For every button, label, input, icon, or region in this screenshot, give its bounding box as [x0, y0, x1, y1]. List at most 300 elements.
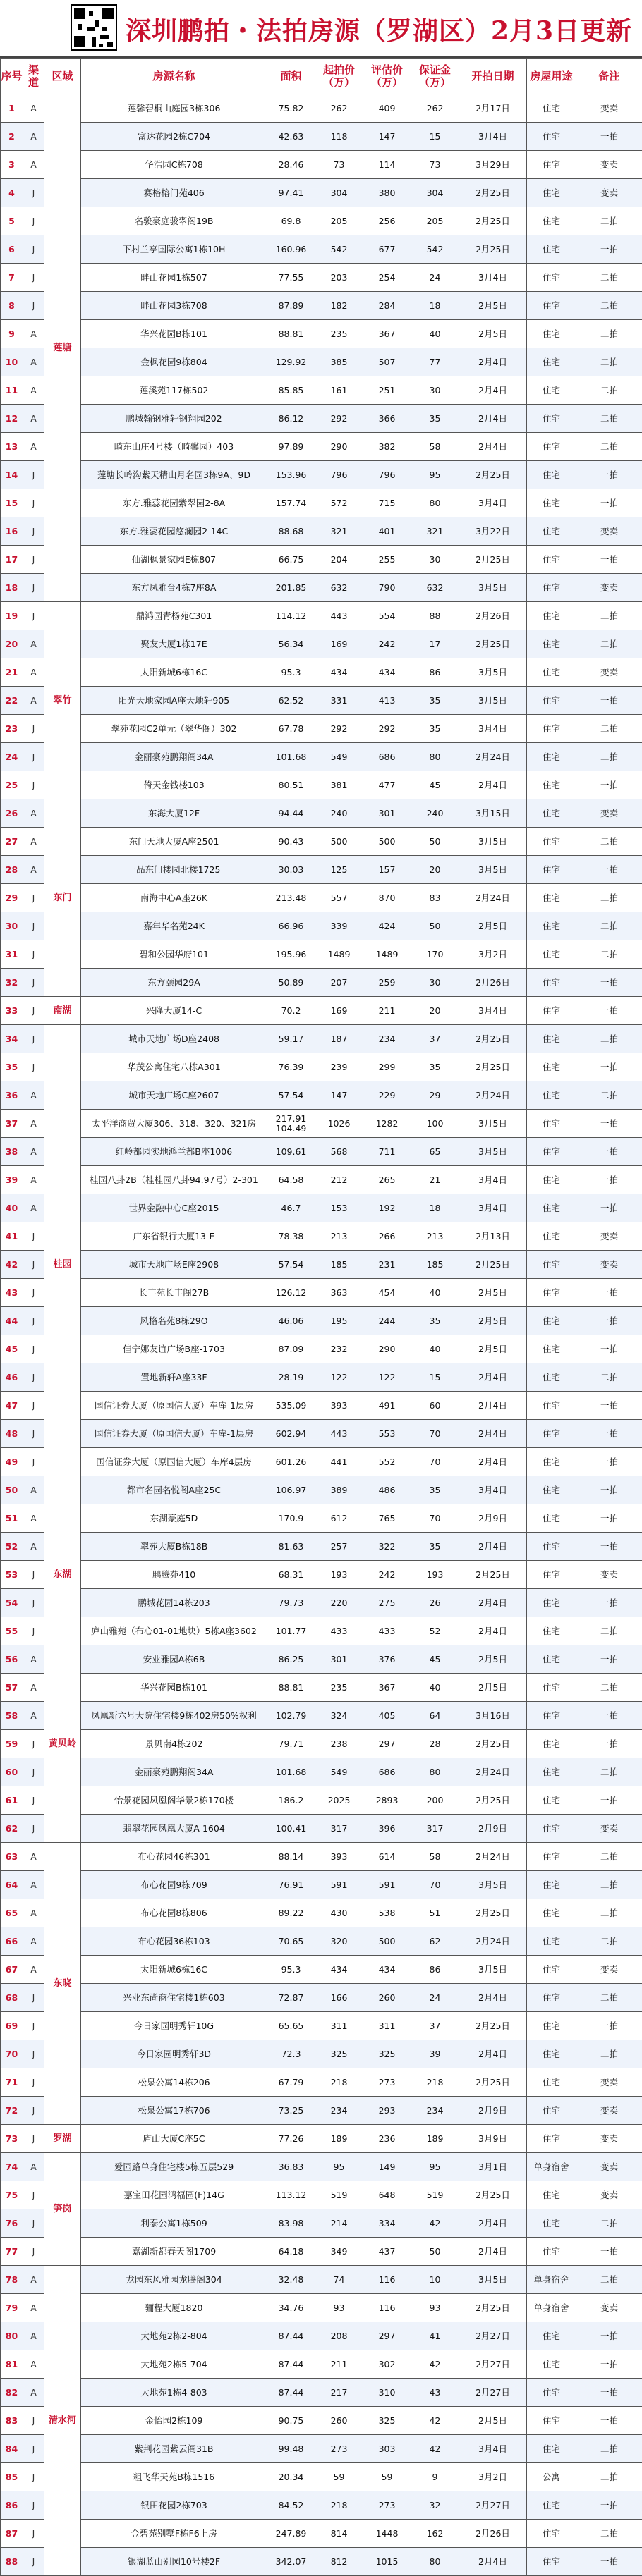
table-cell: 195.96: [267, 940, 315, 969]
table-cell: 67.79: [267, 2068, 315, 2097]
table-cell: 443: [315, 1420, 363, 1448]
table-cell: 2月9日: [459, 1815, 527, 1843]
table-cell: 住宅: [527, 658, 576, 687]
table-cell: 二拍: [576, 2435, 642, 2463]
table-cell: 101.68: [267, 743, 315, 771]
table-cell: 50: [411, 2238, 459, 2266]
table-cell: 一拍: [576, 1392, 642, 1420]
table-cell: 2月4日: [459, 1420, 527, 1448]
table-cell: 鼎鸿园青杨苑C301: [81, 602, 267, 630]
table-cell: 华兴花园B栋101: [81, 320, 267, 348]
table-row: [1, 376, 642, 405]
table-cell: 301: [315, 1645, 363, 1674]
table-cell: 205: [315, 207, 363, 235]
table-cell: 金怡园2栋109: [81, 2407, 267, 2435]
table-cell: J: [23, 2068, 44, 2097]
table-cell: J: [23, 2097, 44, 2125]
table-cell: J: [23, 1786, 44, 1815]
table-cell: 二拍: [576, 1363, 642, 1392]
table-cell: 242: [363, 630, 411, 658]
table-cell: 62: [1, 1815, 23, 1843]
table-cell: 254: [363, 264, 411, 292]
table-cell: A: [23, 2294, 44, 2322]
table-cell: 今日家园明秀轩3D: [81, 2040, 267, 2068]
table-cell: 101.68: [267, 1758, 315, 1786]
table-cell: 2月26日: [459, 969, 527, 997]
table-cell: 116: [363, 2266, 411, 2294]
table-cell: 住宅: [527, 517, 576, 546]
table-cell: 28: [1, 856, 23, 884]
table-cell: 396: [363, 1815, 411, 1843]
table-cell: 265: [363, 1166, 411, 1194]
table-cell: 2月25日: [459, 1786, 527, 1815]
table-cell: 布心花园46栋301: [81, 1843, 267, 1871]
table-cell: 200: [411, 1786, 459, 1815]
table-cell: 715: [363, 489, 411, 517]
table-cell: 2月4日: [459, 405, 527, 433]
table-cell: J: [23, 179, 44, 207]
table-cell: 80: [411, 2548, 459, 2576]
district-cell: 笋岗: [44, 2153, 81, 2266]
table-cell: 99.48: [267, 2435, 315, 2463]
table-cell: 367: [363, 1674, 411, 1702]
table-cell: 3月2日: [459, 940, 527, 969]
table-cell: 住宅: [527, 2012, 576, 2040]
table-cell: A: [23, 1110, 44, 1138]
table-cell: 15: [411, 1363, 459, 1392]
table-cell: 86: [1, 2491, 23, 2520]
district-cell: 东晓: [44, 1843, 81, 2125]
table-cell: 32: [411, 2491, 459, 2520]
table-cell: 紫荆花园紫云阁31B: [81, 2435, 267, 2463]
table-cell: 14: [1, 461, 23, 489]
table-cell: J: [23, 2463, 44, 2491]
table-cell: 住宅: [527, 292, 576, 320]
table-cell: 339: [315, 912, 363, 940]
table-cell: 44: [1, 1307, 23, 1335]
table-cell: 住宅: [527, 2068, 576, 2097]
table-cell: 11: [1, 376, 23, 405]
table-cell: 1282: [363, 1110, 411, 1138]
table-cell: 二拍: [576, 2266, 642, 2294]
table-cell: 443: [315, 602, 363, 630]
table-cell: 62.52: [267, 687, 315, 715]
table-cell: 二拍: [576, 405, 642, 433]
table-cell: 变卖: [576, 151, 642, 179]
table-cell: 507: [363, 348, 411, 376]
table-cell: 9: [1, 320, 23, 348]
table-cell: 239: [315, 1053, 363, 1081]
table-cell: 变卖: [576, 2097, 642, 2125]
table-cell: 54: [1, 1589, 23, 1617]
table-cell: 46: [1, 1363, 23, 1392]
table-cell: A: [23, 320, 44, 348]
table-cell: 住宅: [527, 1758, 576, 1786]
table-cell: 一拍: [576, 997, 642, 1025]
table-cell: 185: [411, 1251, 459, 1279]
table-row: [1, 264, 642, 292]
table-cell: 109.61: [267, 1138, 315, 1166]
table-cell: 一拍: [576, 771, 642, 799]
table-cell: 住宅: [527, 1815, 576, 1843]
table-cell: 城市天地广场C座2607: [81, 1081, 267, 1110]
table-cell: 56.34: [267, 630, 315, 658]
table-cell: 一拍: [576, 2407, 642, 2435]
table-cell: 68.31: [267, 1561, 315, 1589]
table-cell: 40: [1, 1194, 23, 1222]
table-cell: 一拍: [576, 2548, 642, 2576]
table-cell: 67.78: [267, 715, 315, 743]
listing-table: [0, 58, 642, 2576]
table-cell: 住宅: [527, 2209, 576, 2238]
table-cell: 310: [363, 2379, 411, 2407]
table-cell: A: [23, 1504, 44, 1533]
table-cell: J: [23, 2238, 44, 2266]
table-cell: 一拍: [576, 1307, 642, 1335]
table-cell: 广东省银行大厦13-E: [81, 1222, 267, 1251]
table-cell: 太平洋商贸大厦306、318、320、321房: [81, 1110, 267, 1138]
table-cell: 住宅: [527, 1786, 576, 1815]
table-cell: 80: [411, 743, 459, 771]
table-cell: 住宅: [527, 1899, 576, 1927]
table-row: [1, 1956, 642, 1984]
table-cell: 住宅: [527, 743, 576, 771]
table-cell: A: [23, 1081, 44, 1110]
table-cell: 74: [1, 2153, 23, 2181]
table-cell: 2月4日: [459, 433, 527, 461]
table-cell: 87: [1, 2520, 23, 2548]
table-row: [1, 1420, 642, 1448]
table-cell: 富达花园2栋C704: [81, 123, 267, 151]
table-cell: 东方颐园29A: [81, 969, 267, 997]
table-cell: 粗飞华天苑B栋1516: [81, 2463, 267, 2491]
table-cell: 单身宿舍: [527, 2266, 576, 2294]
table-cell: 2月4日: [459, 2209, 527, 2238]
table-row: [1, 743, 642, 771]
table-cell: 42: [411, 2350, 459, 2379]
table-cell: 87.44: [267, 2350, 315, 2379]
table-cell: 36.83: [267, 2153, 315, 2181]
table-cell: 70: [411, 1448, 459, 1476]
table-row: [1, 1194, 642, 1222]
table-cell: 39: [1, 1166, 23, 1194]
table-cell: J: [23, 235, 44, 264]
table-cell: 住宅: [527, 1392, 576, 1420]
table-cell: 538: [363, 1899, 411, 1927]
table-cell: 35: [1, 1053, 23, 1081]
table-cell: 鹏城翰钢雅轩钢翔园202: [81, 405, 267, 433]
table-cell: 213: [411, 1222, 459, 1251]
district-cell: 翠竹: [44, 602, 81, 799]
table-cell: 住宅: [527, 828, 576, 856]
table-cell: 765: [363, 1504, 411, 1533]
table-cell: 2月4日: [459, 348, 527, 376]
table-row: [1, 2350, 642, 2379]
table-cell: 3月5日: [459, 828, 527, 856]
page-header: [0, 0, 642, 58]
table-cell: 松泉公寓17栋706: [81, 2097, 267, 2125]
table-cell: 88.14: [267, 1843, 315, 1871]
table-cell: 29: [1, 884, 23, 912]
table-row: [1, 1448, 642, 1476]
table-cell: 18: [1, 574, 23, 602]
table-cell: 鹏城花园14栋203: [81, 1589, 267, 1617]
table-cell: 1448: [363, 2520, 411, 2548]
table-cell: J: [23, 264, 44, 292]
table-row: [1, 2379, 642, 2407]
table-cell: 266: [363, 1222, 411, 1251]
table-cell: 2月5日: [459, 1279, 527, 1307]
table-cell: 一拍: [576, 1110, 642, 1138]
table-cell: 银湖蓝山别园10号楼2F: [81, 2548, 267, 2576]
table-cell: 49: [1, 1448, 23, 1476]
table-cell: 3月4日: [459, 123, 527, 151]
table-cell: 2月4日: [459, 771, 527, 799]
table-cell: 住宅: [527, 461, 576, 489]
table-cell: A: [23, 2350, 44, 2379]
table-cell: 住宅: [527, 1222, 576, 1251]
table-cell: 变卖: [576, 2125, 642, 2153]
table-cell: 72: [1, 2097, 23, 2125]
table-cell: 2月4日: [459, 1448, 527, 1476]
table-cell: 491: [363, 1392, 411, 1420]
table-cell: 213: [315, 1222, 363, 1251]
table-cell: 519: [411, 2181, 459, 2209]
table-cell: 3月5日: [459, 1110, 527, 1138]
table-cell: 69: [1, 2012, 23, 2040]
table-row: [1, 151, 642, 179]
table-cell: 203: [315, 264, 363, 292]
table-cell: 太阳新城6栋16C: [81, 658, 267, 687]
table-row: [1, 2435, 642, 2463]
table-cell: J: [23, 1251, 44, 1279]
table-cell: 42.63: [267, 123, 315, 151]
table-cell: 3月5日: [459, 2266, 527, 2294]
table-cell: 凤凰新六号大院住宅楼9栋402房50%权利: [81, 1702, 267, 1730]
table-cell: 549: [315, 1758, 363, 1786]
col-header: 开拍日期: [459, 59, 527, 94]
table-cell: 二拍: [576, 376, 642, 405]
table-cell: 393: [315, 1392, 363, 1420]
table-cell: 39: [411, 2040, 459, 2068]
table-cell: 214: [315, 2209, 363, 2238]
table-cell: 住宅: [527, 1110, 576, 1138]
table-cell: 325: [363, 2040, 411, 2068]
table-cell: 549: [315, 743, 363, 771]
table-cell: 114.12: [267, 602, 315, 630]
table-cell: 二拍: [576, 1081, 642, 1110]
table-cell: 40: [411, 320, 459, 348]
table-cell: 畔山花园1栋507: [81, 264, 267, 292]
table-cell: J: [23, 207, 44, 235]
table-cell: 434: [315, 1956, 363, 1984]
table-cell: 变卖: [576, 2153, 642, 2181]
table-cell: 住宅: [527, 320, 576, 348]
table-cell: 189: [315, 2125, 363, 2153]
table-row: [1, 1674, 642, 1702]
table-cell: 金丽豪苑鹏翔阁34A: [81, 1758, 267, 1786]
district-cell: 东湖: [44, 1504, 81, 1645]
table-cell: 住宅: [527, 123, 576, 151]
table-cell: 住宅: [527, 1251, 576, 1279]
table-cell: A: [23, 1138, 44, 1166]
table-cell: 3月5日: [459, 1871, 527, 1899]
table-cell: 70: [411, 1504, 459, 1533]
table-cell: 64: [411, 1702, 459, 1730]
table-cell: 77: [411, 348, 459, 376]
table-cell: 59: [315, 2463, 363, 2491]
table-cell: 60: [411, 1392, 459, 1420]
table-cell: 2月5日: [459, 912, 527, 940]
table-cell: 住宅: [527, 2097, 576, 2125]
district-cell: 桂园: [44, 1025, 81, 1504]
table-cell: 43: [411, 2379, 459, 2407]
table-cell: 1: [1, 94, 23, 123]
table-cell: 95: [411, 2153, 459, 2181]
table-cell: 240: [315, 799, 363, 828]
table-cell: 81.63: [267, 1533, 315, 1561]
table-cell: 国信证券大厦（原国信大厦）车库-1层房: [81, 1392, 267, 1420]
table-cell: 东湖豪庭5D: [81, 1504, 267, 1533]
table-cell: 莲塘长岭沟紫天精山月名园3栋9A、9D: [81, 461, 267, 489]
table-cell: 26: [1, 799, 23, 828]
table-cell: 2月25日: [459, 1053, 527, 1081]
table-cell: 2月5日: [459, 320, 527, 348]
table-cell: 46.7: [267, 1194, 315, 1222]
table-cell: 73: [411, 151, 459, 179]
table-cell: 莲馨碧桐山庭园3栋306: [81, 94, 267, 123]
table-cell: 57.54: [267, 1251, 315, 1279]
table-cell: 变卖: [576, 1222, 642, 1251]
table-cell: 一拍: [576, 546, 642, 574]
table-cell: 二拍: [576, 320, 642, 348]
table-row: [1, 1843, 642, 1871]
table-row: [1, 2125, 642, 2153]
table-cell: 松泉公寓14栋206: [81, 2068, 267, 2097]
table-cell: 住宅: [527, 2548, 576, 2576]
table-cell: 3月4日: [459, 715, 527, 743]
table-cell: 住宅: [527, 1984, 576, 2012]
table-cell: 翠苑花园C2单元（翠华阁）302: [81, 715, 267, 743]
table-cell: J: [23, 1222, 44, 1251]
table-cell: 29: [411, 1081, 459, 1110]
table-cell: A: [23, 94, 44, 123]
table-cell: 70: [1, 2040, 23, 2068]
table-row: [1, 658, 642, 687]
table-row: [1, 1730, 642, 1758]
table-row: [1, 179, 642, 207]
table-cell: 住宅: [527, 1335, 576, 1363]
table-cell: 变卖: [576, 1815, 642, 1843]
table-cell: 20.34: [267, 2463, 315, 2491]
table-cell: J: [23, 2181, 44, 2209]
table-cell: 3月22日: [459, 517, 527, 546]
table-cell: 58: [411, 433, 459, 461]
table-cell: 71: [1, 2068, 23, 2097]
table-cell: 542: [411, 235, 459, 264]
table-cell: 4: [1, 179, 23, 207]
table-cell: 86.25: [267, 1645, 315, 1674]
table-cell: J: [23, 1730, 44, 1758]
table-cell: 35: [411, 687, 459, 715]
table-cell: 304: [315, 179, 363, 207]
table-cell: 500: [315, 828, 363, 856]
table-cell: 648: [363, 2181, 411, 2209]
table-cell: 一拍: [576, 1053, 642, 1081]
table-cell: 160.96: [267, 235, 315, 264]
table-cell: 3月4日: [459, 997, 527, 1025]
table-cell: 273: [315, 2435, 363, 2463]
table-cell: 住宅: [527, 1871, 576, 1899]
table-cell: 212: [315, 1166, 363, 1194]
table-cell: 77.55: [267, 264, 315, 292]
table-row: [1, 1533, 642, 1561]
table-cell: J: [23, 602, 44, 630]
table-cell: 292: [363, 715, 411, 743]
table-cell: 2月4日: [459, 376, 527, 405]
table-cell: 321: [315, 517, 363, 546]
table-cell: 住宅: [527, 1166, 576, 1194]
table-cell: 85.85: [267, 376, 315, 405]
table-cell: 213.48: [267, 884, 315, 912]
table-cell: 嘉年华名苑24K: [81, 912, 267, 940]
table-cell: 255: [363, 546, 411, 574]
table-cell: 住宅: [527, 1589, 576, 1617]
table-row: [1, 405, 642, 433]
table-cell: 3月4日: [459, 1476, 527, 1504]
table-cell: 兴业东尚商住宅楼1栋603: [81, 1984, 267, 2012]
table-cell: 30: [1, 912, 23, 940]
table-cell: 166: [315, 1984, 363, 2012]
table-cell: 95: [411, 461, 459, 489]
table-cell: 58: [411, 1843, 459, 1871]
table-cell: 7: [1, 264, 23, 292]
table-cell: 16: [1, 517, 23, 546]
table-cell: 2月9日: [459, 2097, 527, 2125]
table-cell: 2月25日: [459, 1251, 527, 1279]
table-cell: 住宅: [527, 602, 576, 630]
table-cell: A: [23, 1702, 44, 1730]
table-cell: 382: [363, 433, 411, 461]
table-row: [1, 1617, 642, 1645]
table-cell: 住宅: [527, 2350, 576, 2379]
table-cell: 3月2日: [459, 2463, 527, 2491]
qr-code-icon: [71, 4, 117, 51]
table-cell: 114: [363, 151, 411, 179]
table-cell: 2月24日: [459, 1843, 527, 1871]
table-cell: 3月5日: [459, 1956, 527, 1984]
table-cell: 88.81: [267, 320, 315, 348]
table-cell: 2月25日: [459, 207, 527, 235]
table-cell: 一拍: [576, 489, 642, 517]
table-cell: 870: [363, 884, 411, 912]
table-row: [1, 1110, 642, 1138]
table-cell: 76.39: [267, 1053, 315, 1081]
table-cell: 住宅: [527, 94, 576, 123]
table-cell: 3: [1, 151, 23, 179]
table-header-row: [1, 59, 642, 94]
table-cell: 100.41: [267, 1815, 315, 1843]
table-cell: 591: [315, 1871, 363, 1899]
table-cell: 一拍: [576, 1786, 642, 1815]
table-cell: J: [23, 1617, 44, 1645]
table-cell: J: [23, 1053, 44, 1081]
table-cell: 华兴花园B栋101: [81, 1674, 267, 1702]
table-cell: 2月26日: [459, 2520, 527, 2548]
col-header: 房屋用途: [527, 59, 576, 94]
table-cell: 住宅: [527, 630, 576, 658]
table-cell: 住宅: [527, 969, 576, 997]
